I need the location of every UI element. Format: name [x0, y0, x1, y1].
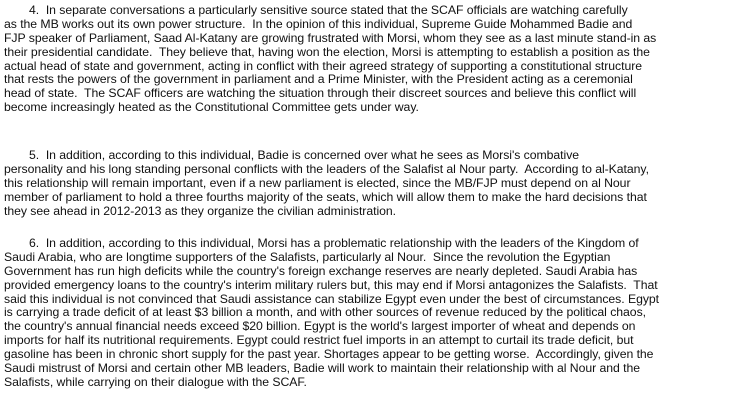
text-line: Salafists, while carrying on their dialogue with the SCAF. [4, 374, 307, 389]
text-line: imports for half its nutritional requirements. Egypt could restrict fuel imports in an attempt to curtail its trade deficit, but [4, 333, 634, 348]
paragraph-6 [4, 237, 659, 390]
paragraph-4 [4, 4, 656, 115]
text-line: that rests the powers of the government in parliament and a Prime Minister, with the President acting as a ceremonial [4, 72, 633, 87]
text-line: Government has run high deficits while the country's foreign exchange reserves are nearly depleted. Saudi Arabia has [4, 263, 638, 278]
text-line: 5. In addition, according to this individual, Badie is concerned over what he sees as Morsi's combative [29, 148, 580, 162]
text-line: 4. In separate conversations a particularly sensitive source stated that the SCAF officials are watching carefully [29, 3, 628, 17]
text-line: gasoline has been in chronic short supply for the past year. Shortages appear to be getting worse. Accordingly, given the [4, 347, 654, 362]
paragraph-5 [4, 149, 649, 218]
text-line: as the MB works out its own power structure. In the opinion of this individual, Supreme Guide Mohammed Badie and [4, 16, 633, 31]
text-line: actual head of state and government, acting in conflict with their agreed strategy of supporting a constitutional structure [4, 58, 643, 73]
text-line: this relationship will remain important, even if a new parliament is elected, since the MB/FJP must depend on al Nour [4, 175, 631, 190]
text-line: head of state. The SCAF officers are watching the situation through their discreet sources and believe this conflict will [4, 86, 637, 101]
text-line: said this individual is not convinced that Saudi assistance can stabilize Egypt even under the best of circumstances. Egypt [4, 291, 660, 306]
text-line: FJP speaker of Parliament, Saad Al-Katany are growing frustrated with Morsi, whom they see as a last minute stand-in as [4, 30, 657, 45]
text-line: personality and his long standing personal conflicts with the leaders of the Salafist al Nour party. According to al-Katany, [4, 161, 649, 176]
text-line: provided emergency loans to the country's interim military rulers but, this may end if Morsi antagonizes the Salafists. That [4, 277, 658, 292]
text-line: Saudi mistrust of Morsi and certain other MB leaders, Badie will work to maintain their relationship with al Nour and the [4, 361, 641, 376]
text-line: 6. In addition, according to this individual, Morsi has a problematic relationship with the leaders of the Kingdom of [29, 236, 639, 250]
text-line: member of parliament to hold a three fourths majority of the seats, which will allow them to make the hard decisions that [4, 189, 647, 204]
text-line: become increasingly heated as the Constitutional Committee gets under way. [4, 100, 419, 115]
text-line: they see ahead in 2012-2013 as they organize the civilian administration. [4, 203, 397, 218]
text-line: Saudi Arabia, who are longtime supporters of the Salafists, particularly al Nour. Since the revolution the Egyptian [4, 249, 611, 264]
text-line: is carrying a trade deficit of at least $3 billion a month, and with other sources of revenue reduced by the political chaos, [4, 305, 647, 320]
text-line: the country's annual financial needs exceed $20 billion. Egypt is the world's largest importer of wheat and depends on [4, 319, 636, 334]
text-line: their presidential candidate. They believe that, having won the election, Morsi is attempting to establish a position as the [4, 44, 650, 59]
